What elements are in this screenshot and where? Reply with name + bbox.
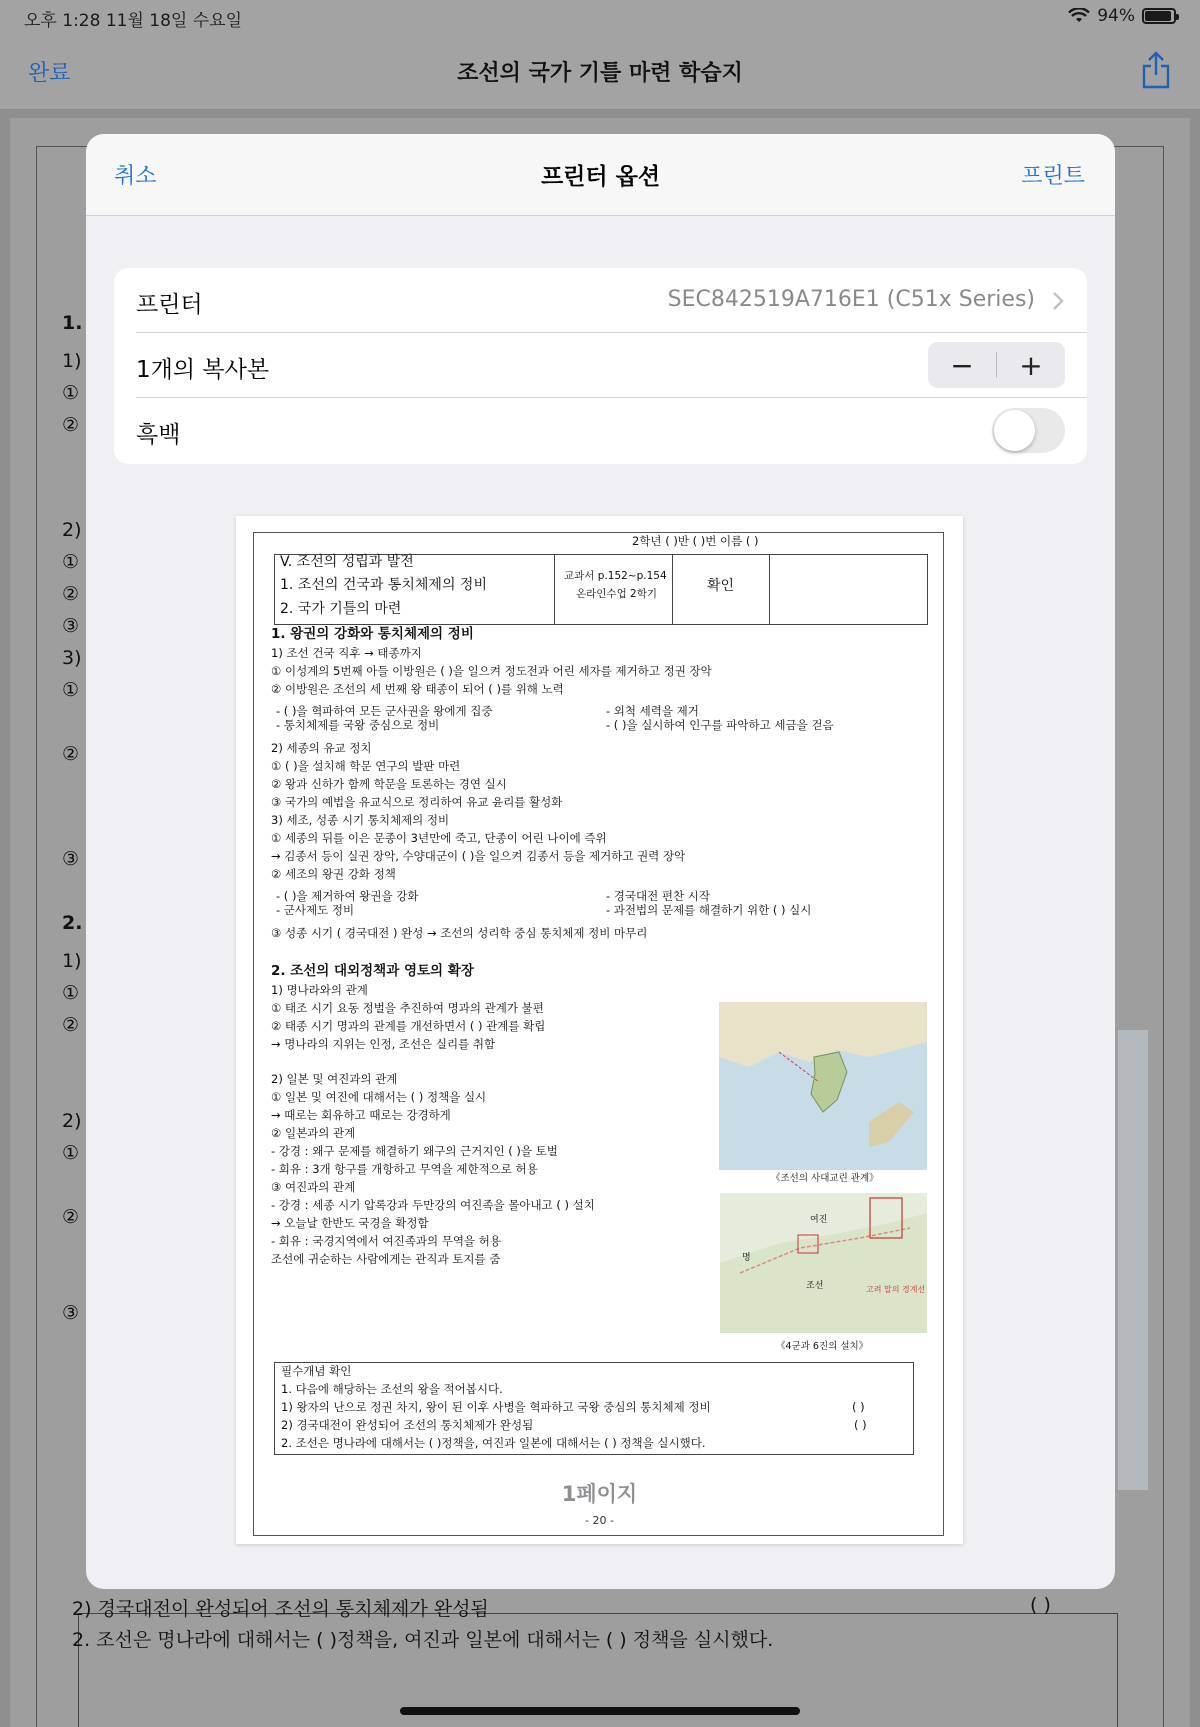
map-drawing: [719, 1002, 927, 1170]
home-indicator[interactable]: [400, 1707, 800, 1715]
map-image-four-commanderies: [720, 1193, 927, 1333]
bg-mark: 1): [62, 350, 82, 372]
preview-line: - ( )을 실시하여 인구를 파악하고 세금을 걷음: [606, 718, 834, 732]
preview-line: ③ 국가의 예법을 유교식으로 정리하여 유교 윤리를 활성화: [271, 795, 563, 809]
preview-line: → 오늘날 한반도 국경을 확정함: [271, 1216, 429, 1230]
preview-line: ① 세종의 뒤를 이은 문종이 3년만에 죽고, 단종이 어린 나이에 즉위: [271, 831, 607, 845]
preview-line: - 군사제도 정비: [276, 903, 355, 917]
concept-box-line: 2) 경국대전이 완성되어 조선의 통치체제가 완성됨: [281, 1418, 534, 1432]
map-drawing: [720, 1193, 927, 1333]
battery-percent: 94%: [1097, 6, 1135, 26]
copies-row: [136, 333, 1087, 398]
done-button[interactable]: 완료: [28, 61, 71, 86]
black-white-row: [136, 398, 1087, 463]
preview-line: → 명나라의 지위는 인정, 조선은 실리를 취함: [271, 1037, 496, 1051]
unit-title: V. 조선의 성립과 발전: [280, 554, 414, 570]
online-class: 온라인수업 2학기: [576, 588, 658, 600]
preview-line: ① 일본 및 여진에 대해서는 ( ) 정책을 실시: [271, 1090, 487, 1104]
bg-mark: 2): [62, 519, 82, 541]
concept-box-line: 필수개념 확인: [281, 1364, 352, 1378]
map-label: 명: [742, 1253, 751, 1263]
preview-line: - ( )을 제거하여 왕권을 강화: [276, 889, 419, 903]
preview-line: - ( )을 혁파하여 모든 군사권을 왕에게 집중: [276, 704, 493, 718]
decrement-button[interactable]: −: [950, 348, 974, 382]
chevron-right-icon: [1051, 290, 1065, 312]
preview-line: ② 이방원은 조선의 세 번째 왕 태종이 되어 ( )를 위해 노력: [271, 682, 564, 696]
preview-line: - 통치체제를 국왕 중심으로 정비: [276, 718, 440, 732]
bg-mark: 3): [62, 647, 82, 669]
sheet-title: 프린터 옵션: [540, 164, 661, 190]
toggle-knob: [994, 410, 1035, 451]
bg-answer-paren: ( ): [1030, 1594, 1051, 1616]
preview-line: 2) 세종의 유교 정치: [271, 741, 372, 755]
answer-paren: ( ): [852, 1400, 865, 1414]
printer-label: 프린터: [136, 292, 203, 318]
printer-value: SEC842519A716E1 (C51x Series): [667, 287, 1035, 312]
document-title: 조선의 국가 기틀 마련 학습지: [457, 61, 743, 86]
bg-mark: ②: [62, 1014, 80, 1036]
share-icon[interactable]: [1140, 50, 1172, 90]
preview-line: ① ( )을 설치해 학문 연구의 발판 마련: [271, 759, 461, 773]
preview-line: 1) 명나라와의 관계: [271, 983, 368, 997]
wifi-icon: [1068, 8, 1090, 24]
preview-line: - 회유 : 국경지역에서 여진족과의 무역을 허용: [271, 1234, 501, 1248]
preview-line: - 강경 : 세종 시기 압록강과 두만강의 여진족을 몰아내고 ( ) 설치: [271, 1198, 595, 1212]
bg-text-line: 2. 조선은 명나라에 대해서는 ( )정책을, 여진과 일본에 대해서는 ( ) 정책을 실시했다.: [72, 1629, 774, 1651]
preview-line: 3) 세조, 성종 시기 통치체제의 정비: [271, 813, 450, 827]
preview-line: - 과전법의 문제를 해결하기 위한 ( ) 실시: [606, 903, 812, 917]
unit-subtitle: 1. 조선의 건국과 통치체제의 정비: [280, 577, 487, 593]
document-page-number: - 20 -: [585, 1514, 614, 1527]
printer-options-sheet: [86, 134, 1115, 1589]
bg-mark: ①: [62, 1142, 80, 1164]
status-time-date: 오후 1:28 11월 18일 수요일: [24, 11, 243, 31]
bg-text-line: 2) 경국대전이 완성되어 조선의 통치체제가 완성됨: [72, 1598, 489, 1620]
bg-mark: ①: [62, 551, 80, 573]
preview-line: ① 이성계의 5번째 아들 이방원은 ( )을 일으켜 정도전과 어린 세자를 제거하고 정권 장악: [271, 664, 712, 678]
map-caption: 《조선의 사대교린 관계》: [771, 1173, 879, 1184]
copies-label: 1개의 복사본: [136, 357, 270, 383]
bg-mark: 2.: [62, 912, 83, 934]
status-right: [1068, 6, 1176, 26]
preview-line: - 강경 : 왜구 문제를 해결하기 왜구의 근거지인 ( )을 토벌: [271, 1144, 558, 1158]
preview-line: ② 태종 시기 명과의 관계를 개선하면서 ( ) 관계를 확립: [271, 1019, 546, 1033]
preview-page-label: 1페이지: [561, 1482, 638, 1506]
section-heading: 2. 조선의 대외정책과 영토의 확장: [271, 963, 474, 979]
preview-line: ③ 여진과의 관계: [271, 1180, 356, 1194]
preview-line: ③ 성종 시기 ( 경국대전 ) 완성 → 조선의 성리학 중심 통치체제 정비 마무리: [271, 926, 648, 940]
bg-mark: ②: [62, 743, 80, 765]
map-label: 여진: [810, 1215, 828, 1225]
bg-mark: 2): [62, 1110, 82, 1132]
bg-mark: ①: [62, 382, 80, 404]
page-preview[interactable]: [236, 516, 963, 1544]
preview-line: → 때로는 회유하고 때로는 강경하게: [271, 1108, 451, 1122]
student-info-line: 2학년 ( )반 ( )번 이름 ( ): [632, 534, 759, 548]
preview-line: 조선에 귀순하는 사람에게는 관직과 토지를 줌: [271, 1252, 501, 1266]
increment-button[interactable]: +: [1019, 348, 1043, 382]
preview-line: - 외척 세력을 제거: [606, 704, 699, 718]
bg-mark: ②: [62, 583, 80, 605]
options-group: [114, 268, 1087, 464]
bg-mark: ②: [62, 414, 80, 436]
textbook-pages: 교과서 p.152~p.154: [564, 570, 667, 582]
black-white-label: 흑백: [136, 422, 181, 448]
section-heading: 1. 왕권의 강화와 통치체제의 정비: [271, 626, 474, 642]
print-button[interactable]: 프린트: [1021, 164, 1085, 189]
preview-line: → 김종서 등이 실권 장악, 수양대군이 ( )을 일으켜 김종서 등을 제거하고 권력 장악: [271, 849, 686, 863]
sheet-header: [86, 134, 1115, 216]
top-bar: [0, 0, 1200, 110]
bg-mark: ③: [62, 1302, 80, 1324]
confirm-label: 확인: [707, 578, 735, 594]
preview-line: ② 세조의 왕권 강화 정책: [271, 867, 396, 881]
black-white-toggle[interactable]: [992, 408, 1065, 453]
map-label: 고려 말의 경계선: [866, 1285, 926, 1294]
bg-mark: ①: [62, 679, 80, 701]
printer-row[interactable]: [136, 268, 1087, 333]
bg-mark: ①: [62, 982, 80, 1004]
map-caption: 《4군과 6진의 설치》: [776, 1341, 869, 1352]
table-divider: [554, 555, 555, 624]
preview-line: 1) 조선 건국 직후 → 태종까지: [271, 646, 422, 660]
bg-mark: 1.: [62, 312, 83, 334]
bg-mark: ③: [62, 615, 80, 637]
concept-box-line: 1) 왕자의 난으로 정권 차지, 왕이 된 이후 사병을 혁파하고 국왕 중심의 통치체제 정비: [281, 1400, 711, 1414]
preview-line: ② 왕과 신하가 함께 학문을 토론하는 경연 실시: [271, 777, 507, 791]
map-label: 조선: [806, 1281, 824, 1291]
concept-box-line: 2. 조선은 명나라에 대해서는 ( )정책을, 여진과 일본에 대해서는 ( ) 정책을 실시했다.: [281, 1436, 706, 1450]
unit-subtitle: 2. 국가 기틀의 마련: [280, 601, 402, 617]
bg-mark: ③: [62, 848, 80, 870]
preview-line: ② 일본과의 관계: [271, 1126, 356, 1140]
bg-mark: ②: [62, 1206, 80, 1228]
answer-paren: ( ): [854, 1418, 867, 1432]
battery-level: [1145, 11, 1171, 21]
preview-line: - 경국대전 편찬 시작: [606, 889, 710, 903]
concept-box-line: 1. 다음에 해당하는 조선의 왕을 적어봅시다.: [281, 1382, 503, 1396]
background-map-image: [1118, 1030, 1148, 1490]
preview-line: - 회유 : 3개 항구를 개항하고 무역을 제한적으로 허용: [271, 1162, 538, 1176]
table-divider: [672, 555, 673, 624]
battery-icon: [1142, 8, 1176, 24]
map-image-tributary-relations: [719, 1002, 927, 1170]
preview-line: ① 태조 시기 요동 정벌을 추진하여 명과의 관계가 불편: [271, 1001, 544, 1015]
preview-line: 2) 일본 및 여진과의 관계: [271, 1072, 398, 1086]
table-divider: [769, 555, 770, 624]
bg-mark: 1): [62, 950, 82, 972]
cancel-button[interactable]: 취소: [114, 164, 157, 189]
copies-stepper: [928, 342, 1065, 388]
